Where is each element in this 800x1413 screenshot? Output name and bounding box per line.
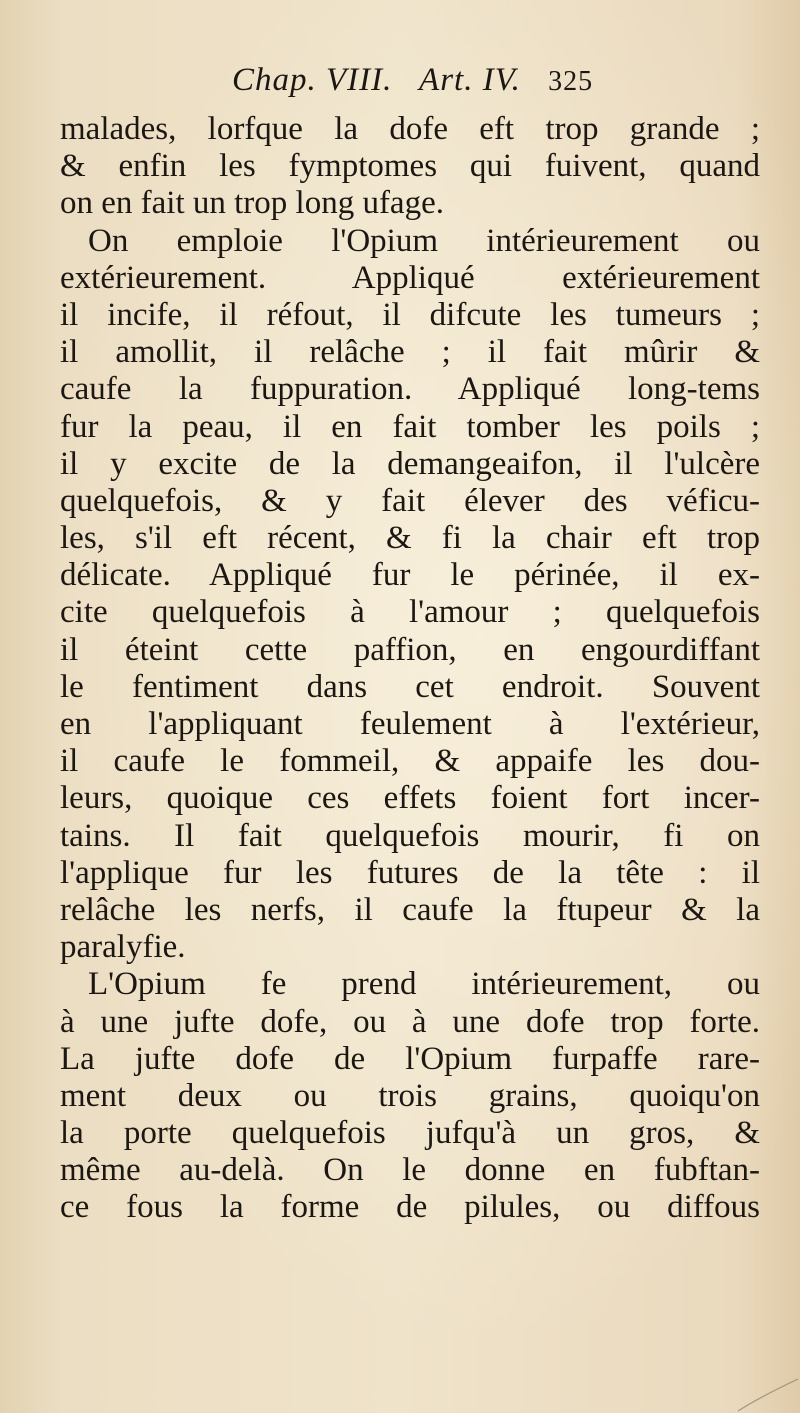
text-line: fur la peau, il en fait tomber les poils ;	[60, 408, 760, 445]
text-line: même au-delà. On le donne en fubftan-	[60, 1152, 760, 1189]
text-line: On emploie l'Opium intérieurement ou	[88, 222, 760, 259]
body-text	[60, 111, 760, 1227]
text-line: ment deux ou trois grains, quoiqu'on	[60, 1077, 760, 1114]
text-line: tains. Il fait quelquefois mourir, fi on	[60, 817, 760, 854]
page-number: 325	[548, 66, 594, 97]
text-line: quelquefois, & y fait élever des véficu-	[60, 482, 760, 519]
text-line: ce fous la forme de pilules, ou diffous	[60, 1189, 760, 1226]
text-line: à une jufte dofe, ou à une dofe trop forte.	[60, 1003, 760, 1040]
text-line: la porte quelquefois jufqu'à un gros, &	[60, 1115, 760, 1152]
text-line: & enfin les fymptomes qui fuivent, quand	[60, 148, 760, 185]
text-line: il éteint cette paffion, en engourdiffant	[60, 631, 760, 668]
text-line: le fentiment dans cet endroit. Souvent	[60, 668, 760, 705]
text-line: il caufe le fommeil, & appaife les dou-	[60, 743, 760, 780]
text-line: il amollit, il relâche ; il fait mûrir &	[60, 334, 760, 371]
text-line: l'applique fur les futures de la tête : il	[60, 854, 760, 891]
text-line: il y excite de la demangeaifon, il l'ulcère	[60, 445, 760, 482]
text-line: L'Opium fe prend intérieurement, ou	[88, 966, 760, 1003]
chapter-label: Chap. VIII.	[232, 62, 393, 98]
text-line: leurs, quoique ces effets foient fort incer-	[60, 780, 760, 817]
text-line: en l'appliquant feulement à l'extérieur,	[60, 706, 760, 742]
text-line: extérieurement. Appliqué extérieurement	[60, 259, 760, 296]
text-line: on en fait un trop long ufage.	[60, 185, 444, 222]
text-line: cite quelquefois à l'amour ; quelquefois	[60, 594, 760, 631]
paper-mark	[730, 1373, 800, 1413]
text-line: malades, lorfque la dofe eft trop grande ;	[60, 111, 760, 147]
article-label: Art. IV.	[419, 62, 521, 98]
text-line: relâche les nerfs, il caufe la ftupeur & la	[60, 891, 760, 928]
text-line: caufe la fuppuration. Appliqué long-tems	[60, 371, 760, 408]
text-line: La jufte dofe de l'Opium furpaffe rare-	[60, 1040, 760, 1077]
text-line: délicate. Appliqué fur le périnée, il ex-	[60, 557, 760, 594]
text-line: paralyfie.	[60, 929, 186, 966]
text-line: il incife, il réfout, il difcute les tumeurs ;	[60, 296, 760, 333]
text-line: les, s'il eft récent, & fi la chair eft trop	[60, 520, 760, 557]
running-header	[232, 62, 672, 106]
